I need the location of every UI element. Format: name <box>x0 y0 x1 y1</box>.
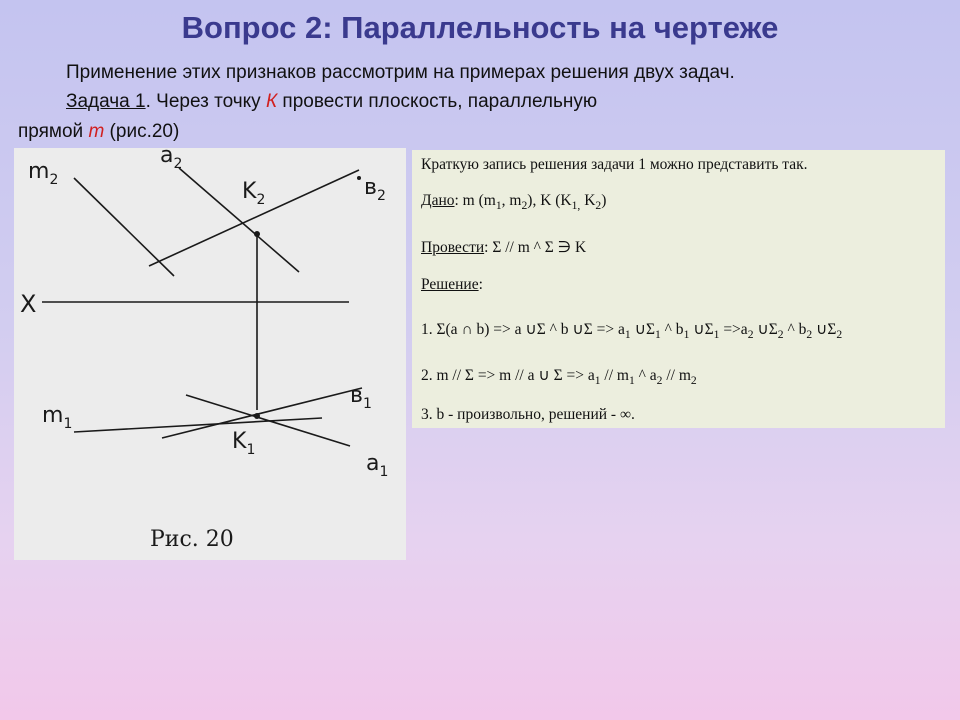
figure-20 <box>14 148 406 560</box>
task-line-m: m <box>88 121 105 142</box>
label-x: X <box>20 290 37 318</box>
line-b1 <box>162 388 362 438</box>
task-line2-b: (рис.20) <box>104 121 180 142</box>
task-point: К <box>265 91 278 112</box>
solution-step-3: 3. b - произвольно, решений - ∞. <box>421 406 635 423</box>
solution-label: Решение <box>421 276 479 293</box>
label-a1: $a_1$ <box>366 451 389 480</box>
label-b1: $в_1$ <box>350 383 372 412</box>
label-m2: $m_2$ <box>28 159 59 188</box>
intro-text: Применение этих признаков рассмотрим на примерах решения двух задач. <box>66 62 735 83</box>
task-label: Задача 1 <box>66 91 146 112</box>
figure-caption: Рис. 20 <box>150 527 234 552</box>
given-label: Дано <box>421 192 455 209</box>
label-k1: $K_1$ <box>232 429 256 458</box>
label-k2: $K_2$ <box>242 179 266 208</box>
point-b2-end <box>357 176 361 180</box>
task-text-b: провести плоскость, параллельную <box>277 91 598 112</box>
draw-label: Провести <box>421 239 485 256</box>
task-line-1 <box>66 91 597 113</box>
solution-step-1: 1. Σ(a ∩ b) => a ∪Σ ^ b ∪Σ => $a_1$ $\cup\Sigma_1$ ^ $b_1$ $\cup\Sigma_1 =>a_2$ $\cup\Sigma_2$ ^ $b_2$ $\cup\Sigma_2$ <box>421 321 843 342</box>
slide-title: Вопрос 2: Параллельность на чертеже <box>181 10 779 45</box>
figure-drawing <box>14 148 406 560</box>
solution-panel <box>412 150 945 428</box>
label-b2: $в_2$ <box>364 175 386 204</box>
solution-heading: Краткую запись решения задачи 1 можно представить так. <box>421 156 808 173</box>
label-m1: $m_1$ <box>42 403 73 432</box>
solution-label-line: Решение: <box>421 276 483 293</box>
point-k1 <box>254 413 260 419</box>
draw-line: Провести: Σ // m ^ Σ ∋ K <box>421 239 587 256</box>
given-line: Дано: m ($m_1$, $m_2$), K ($K_{1,}$ $K_2$) <box>421 192 607 213</box>
label-a2: $a_2$ <box>160 148 183 172</box>
line-a2 <box>179 168 299 272</box>
point-k2 <box>254 231 260 237</box>
task-line2-a: прямой <box>18 121 89 142</box>
line-a1 <box>186 395 350 446</box>
task-text-a: . Через точку <box>145 91 266 112</box>
task-line-2 <box>18 121 179 143</box>
solution-step-2: 2. m // Σ => m // a ∪ $\Sigma => a_1 // m_1$ ^ $a_2 // m_2$ <box>421 367 697 388</box>
